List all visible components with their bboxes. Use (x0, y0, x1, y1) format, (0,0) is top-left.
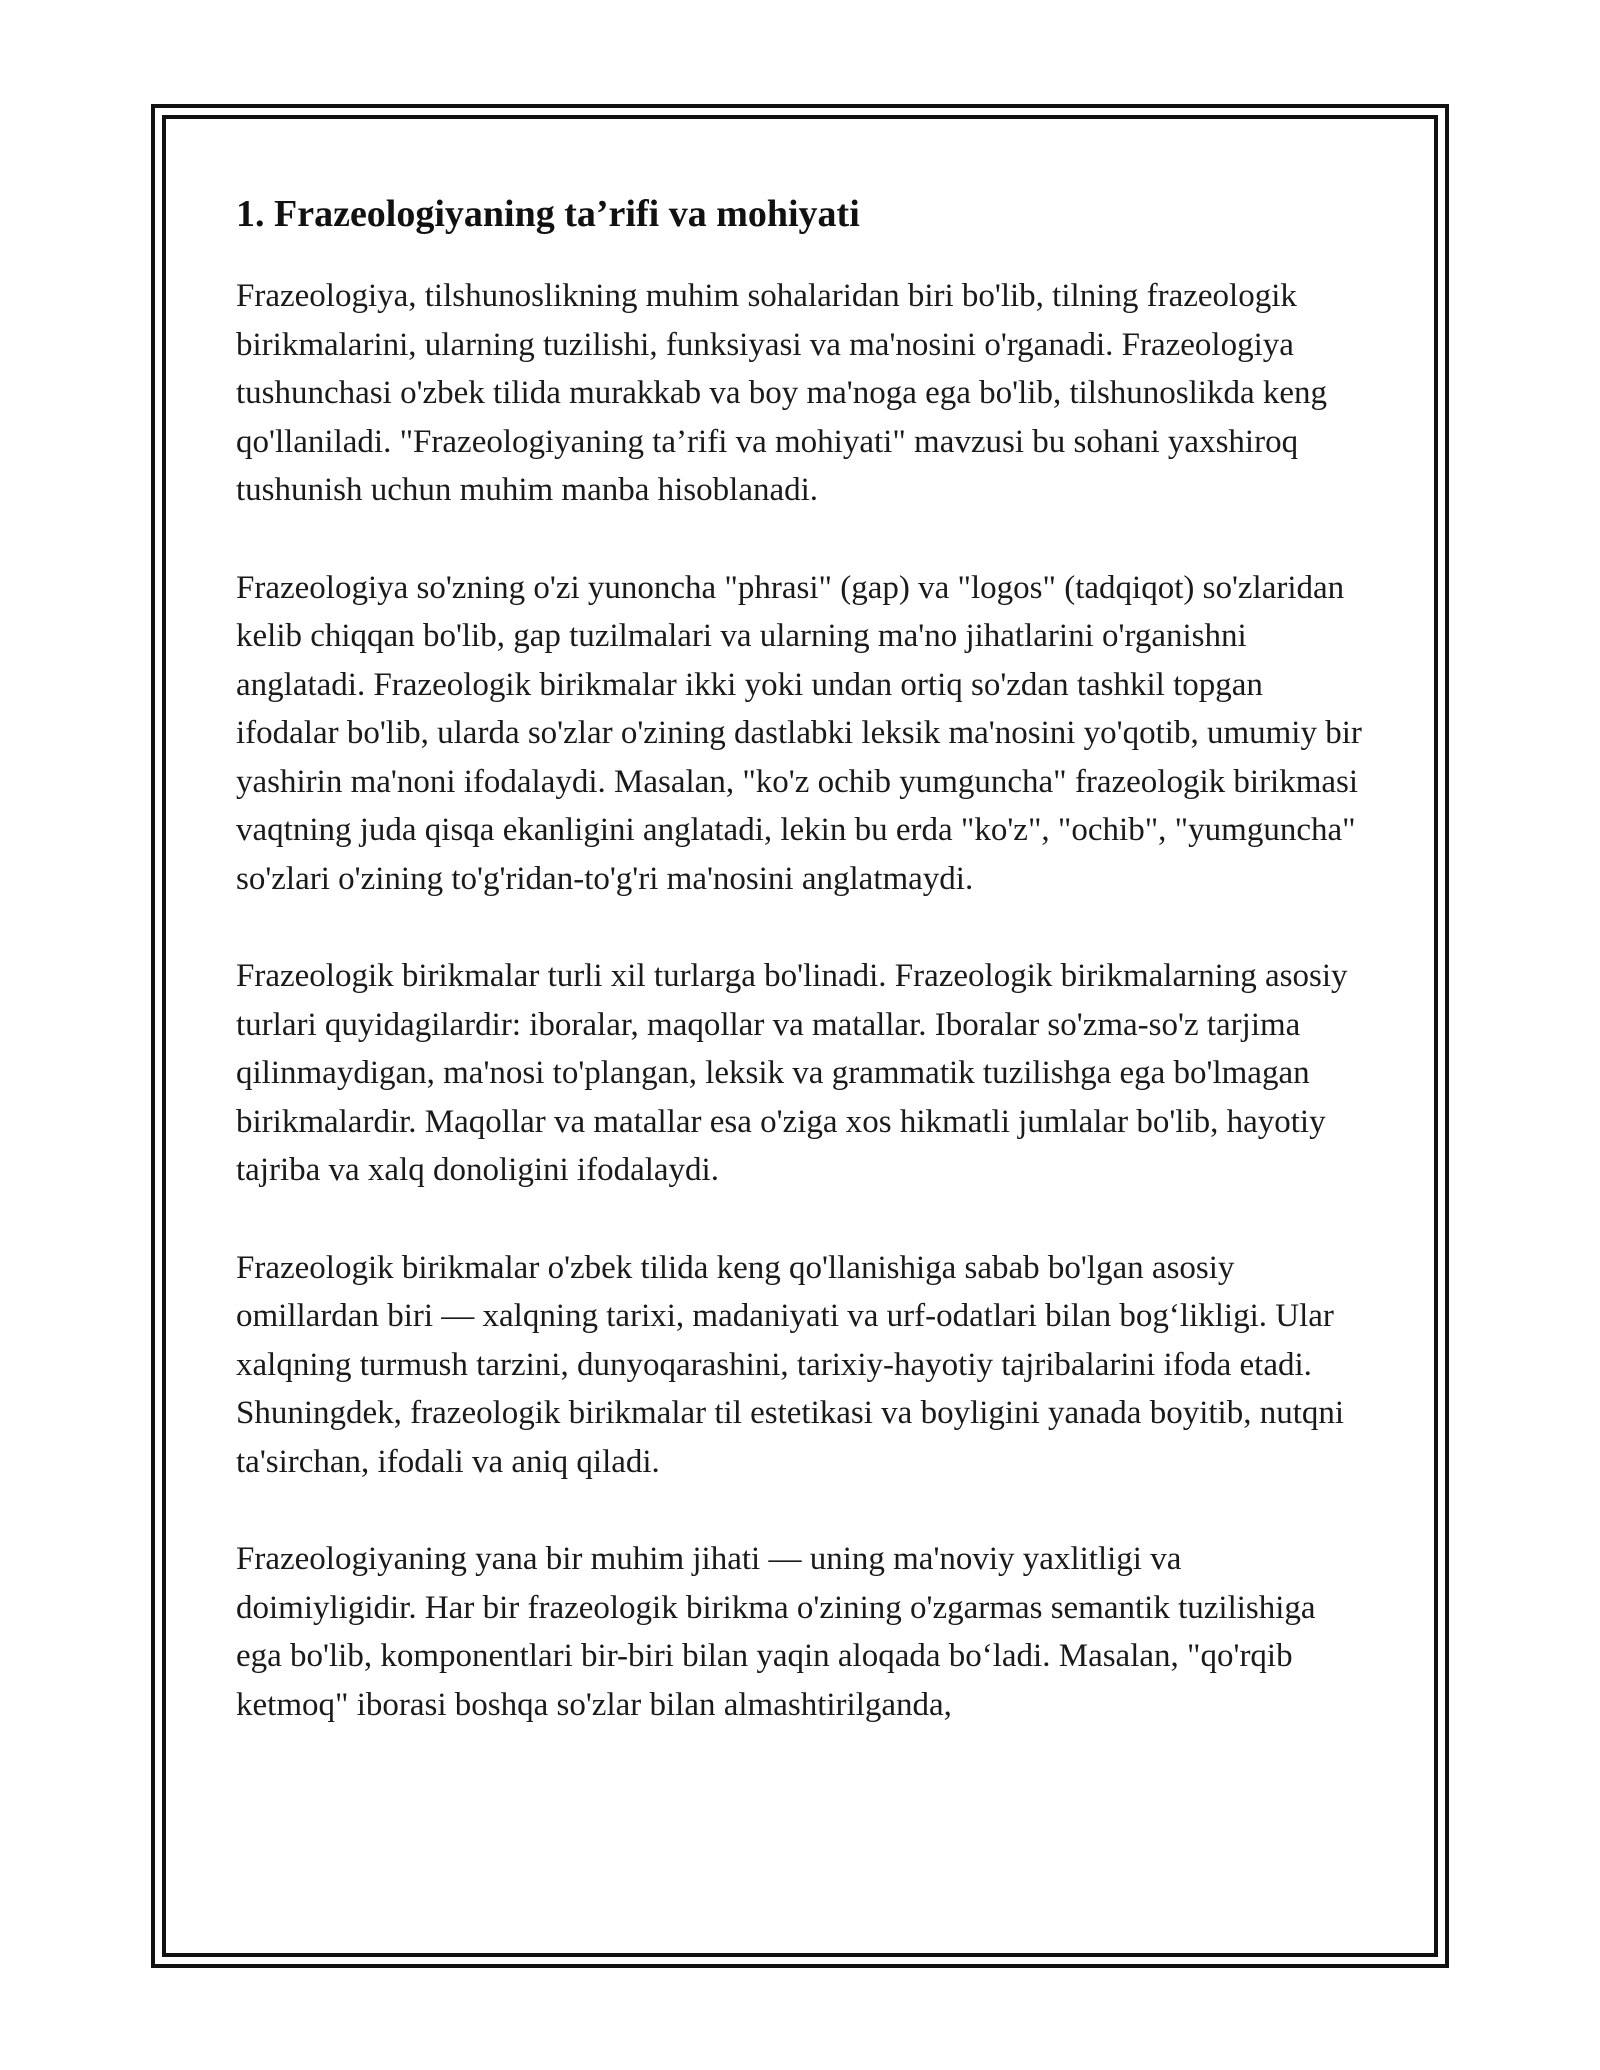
document-body (236, 190, 1366, 1778)
paragraph-2: Frazeologiya so'zning o'zi yunoncha "phrasi" (gap) va "logos" (tadqiqot) so'zlaridan kelib chiqqan bo'lib, gap tuzilmalari va ularning ma'no jihatlarini o'rganishni anglatadi. Frazeologik birikmalar ikki yoki undan ortiq so'zdan tashkil topgan ifodalar bo'lib, ularda so'zlar o'zining dastlabki leksik ma'nosini yo'qotib, umumiy bir yashirin ma'noni ifodalaydi. Masalan, "ko'z ochib yumguncha" frazeologik birikmasi vaqtning juda qisqa ekanligini anglatadi, lekin bu erda "ko'z", "ochib", "yumguncha" so'zlari o'zining to'g'ridan-to'g'ri ma'nosini anglatmaydi. (236, 569, 1362, 897)
paragraph-1: Frazeologiya, tilshunoslikning muhim sohalaridan biri bo'lib, tilning frazeologik birikmalarini, ularning tuzilishi, funksiyasi va ma'nosini o'rganadi. Frazeologiya tushunchasi o'zbek tilida murakkab va boy ma'noga ega bo'lib, tilshunoslikda keng qo'llaniladi. "Frazeologiyaning ta’rifi va mohiyati" mavzusi bu sohani yaxshiroq tushunish uchun muhim manba hisoblanadi. (236, 278, 1328, 508)
paragraph-3: Frazeologik birikmalar turli xil turlarga bo'linadi. Frazeologik birikmalarning asosiy turlari quyidagilardir: iboralar, maqollar va matallar. Iboralar so'zma-so'z tarjima qilinmaydigan, ma'nosi to'plangan, leksik va grammatik tuzilishga ega bo'lmagan birikmalardir. Maqollar va matallar esa o'ziga xos hikmatli jumlalar bo'lib, hayotiy tajriba va xalq donoligini ifodalaydi. (236, 958, 1348, 1188)
paragraph-4: Frazeologik birikmalar o'zbek tilida keng qo'llanishiga sabab bo'lgan asosiy omillardan biri — xalqning tarixi, madaniyati va urf-odatlari bilan bog‘likligi. Ular xalqning turmush tarzini, dunyoqarashini, tarixiy-hayotiy tajribalarini ifoda etadi. Shuningdek, frazeologik birikmalar til estetikasi va boyligini yanada boyitib, nutqni ta'sirchan, ifodali va aniq qiladi. (236, 1249, 1345, 1480)
section-heading: 1. Frazeologiyaning ta’rifi va mohiyati (236, 193, 860, 235)
paragraph-5: Frazeologiyaning yana bir muhim jihati — uning ma'noviy yaxlitligi va doimiyligidir. Har bir frazeologik birikma o'zining o'zgarmas semantik tuzilishiga ega bo'lib, komponentlari bir-biri bilan yaqin aloqada bo‘ladi. Masalan, "qo'rqib ketmoq" iborasi boshqa so'zlar bilan almashtirilganda, (236, 1541, 1316, 1723)
